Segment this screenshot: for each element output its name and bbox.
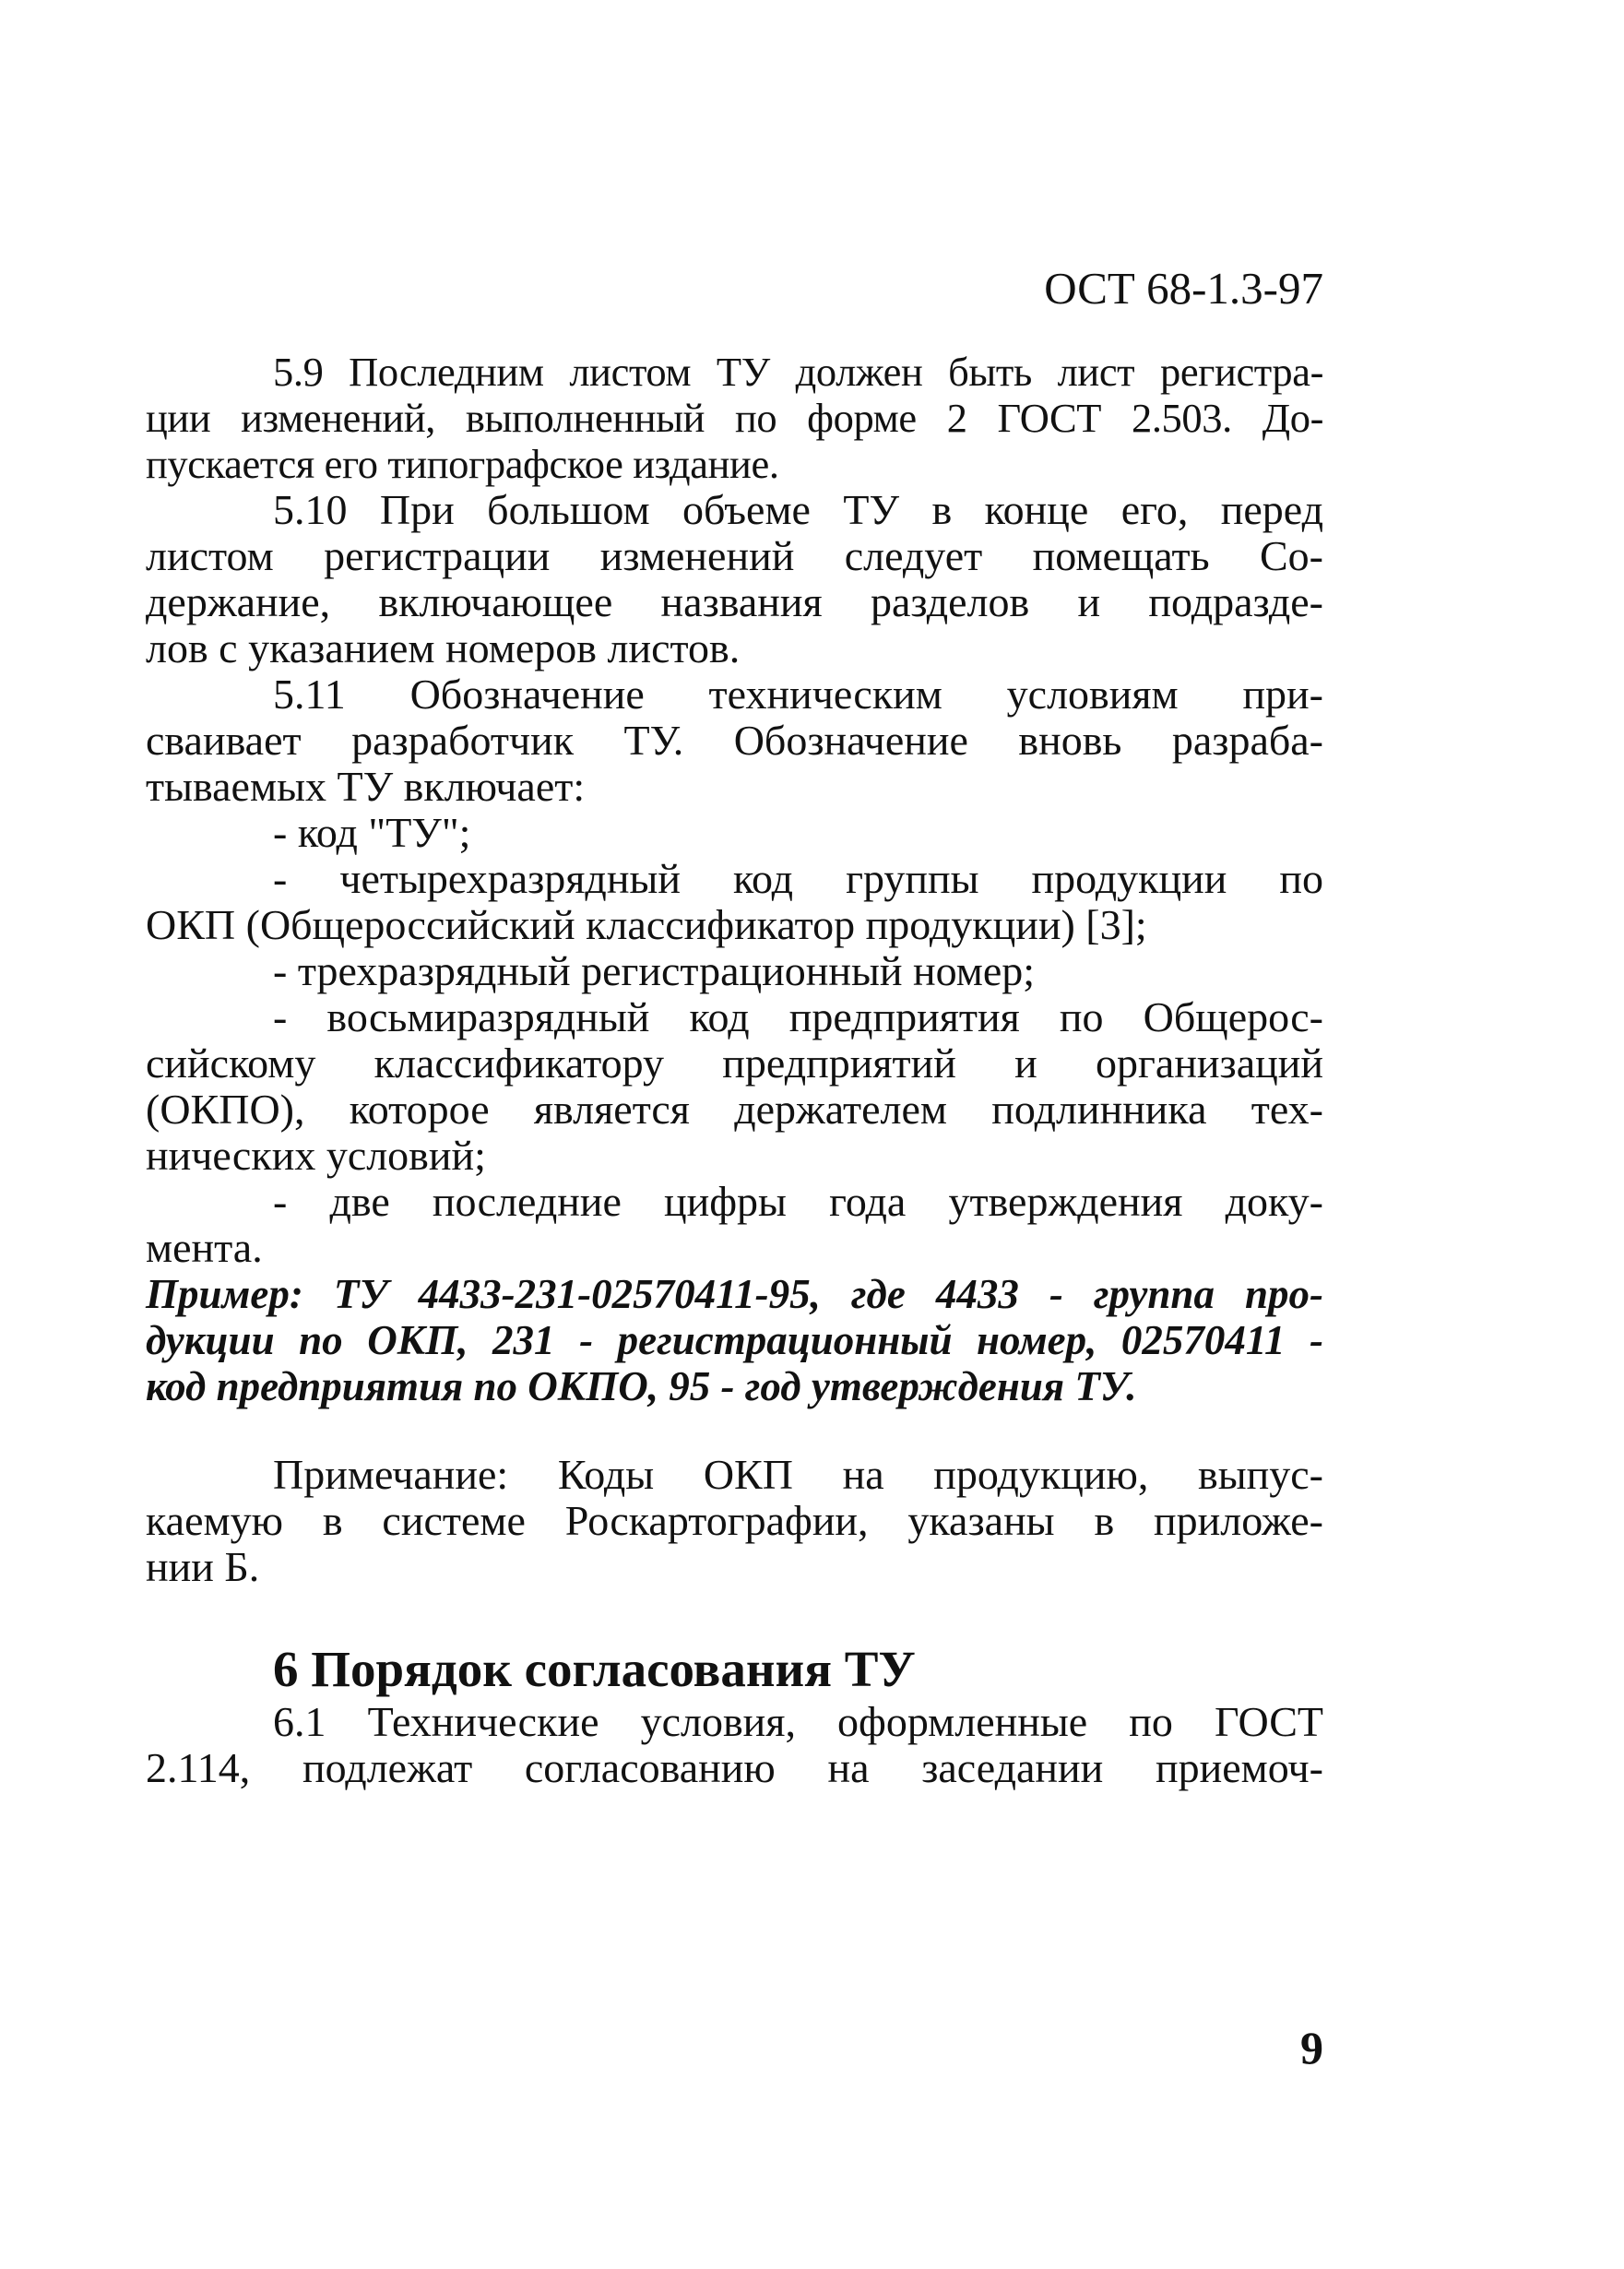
paragraph-5-10 xyxy=(146,487,1323,671)
text-line: лов с указанием номеров листов. xyxy=(146,624,741,671)
designation-components-list xyxy=(146,810,1323,1271)
example-line: дукции по ОКП, 231 - регистрационный номер, 02570411 - xyxy=(146,1317,1323,1363)
text-line: сваивает разработчик ТУ. Обозначение вновь разраба- xyxy=(146,717,1323,764)
text-line: - две последние цифры года утверждения доку- xyxy=(273,1178,1323,1225)
list-item xyxy=(146,994,1323,1179)
page-number: 9 xyxy=(1300,2022,1323,2073)
text-line: ОКП (Общероссийский классификатор продукции) [3]; xyxy=(146,901,1147,948)
text-line: (ОКПО), которое является держателем подлинника тех- xyxy=(146,1086,1323,1133)
example-block xyxy=(146,1271,1323,1409)
list-item xyxy=(146,1179,1323,1271)
text-line: листом регистрации изменений следует помещать Со- xyxy=(146,532,1323,579)
paragraph-5-11 xyxy=(146,671,1323,810)
text-line: Примечание: Коды ОКП на продукцию, выпус- xyxy=(273,1451,1323,1498)
text-line: нических условий; xyxy=(146,1132,486,1179)
text-line: - четырехразрядный код группы продукции по xyxy=(273,855,1323,902)
section-6-heading: 6 Порядок согласования ТУ xyxy=(273,1641,916,1697)
text-line: 5.10 При большом объеме ТУ в конце его, перед xyxy=(273,486,1323,533)
list-item xyxy=(146,810,1323,856)
text-line: сийскому классификатору предприятий и организаций xyxy=(146,1039,1323,1087)
note-block xyxy=(146,1452,1323,1590)
text-line: 6.1 Технические условия, оформленные по ГОСТ xyxy=(273,1698,1323,1745)
list-item xyxy=(146,948,1323,994)
example-line: Пример: ТУ 4433-231-02570411-95, где 4433 - группа про- xyxy=(146,1271,1323,1317)
text-line: нии Б. xyxy=(146,1543,260,1590)
text-line: мента. xyxy=(146,1224,263,1271)
text-line: 5.11 Обозначение техническим условиям при- xyxy=(273,671,1323,718)
paragraph-6-1 xyxy=(146,1699,1323,1791)
text-line: ции изменений, выполненный по форме 2 ГОСТ 2.503. До- xyxy=(146,395,1323,441)
paragraph-5-9 xyxy=(146,349,1323,487)
text-line: 2.114, подлежат согласованию на заседании приемоч- xyxy=(146,1744,1323,1791)
document-body xyxy=(146,349,1323,1791)
list-item xyxy=(146,856,1323,948)
text-line: - восьмиразрядный код предприятия по Общерос- xyxy=(273,993,1323,1040)
text-line: тываемых ТУ включает: xyxy=(146,763,586,810)
text-line: держание, включающее названия разделов и подразде- xyxy=(146,578,1323,625)
text-line: 5.9 Последним листом ТУ должен быть лист регистра- xyxy=(273,349,1323,395)
example-line: код предприятия по ОКПО, 95 - год утверждения ТУ. xyxy=(146,1363,1137,1409)
text-line: - код "ТУ"; xyxy=(273,809,471,856)
text-line: пускается его типографское издание. xyxy=(146,441,779,487)
text-line: - трехразрядный регистрационный номер; xyxy=(273,947,1036,994)
document-code-header: ОСТ 68-1.3-97 xyxy=(1044,263,1323,314)
text-line: каемую в системе Роскартографии, указаны в приложе- xyxy=(146,1497,1323,1544)
